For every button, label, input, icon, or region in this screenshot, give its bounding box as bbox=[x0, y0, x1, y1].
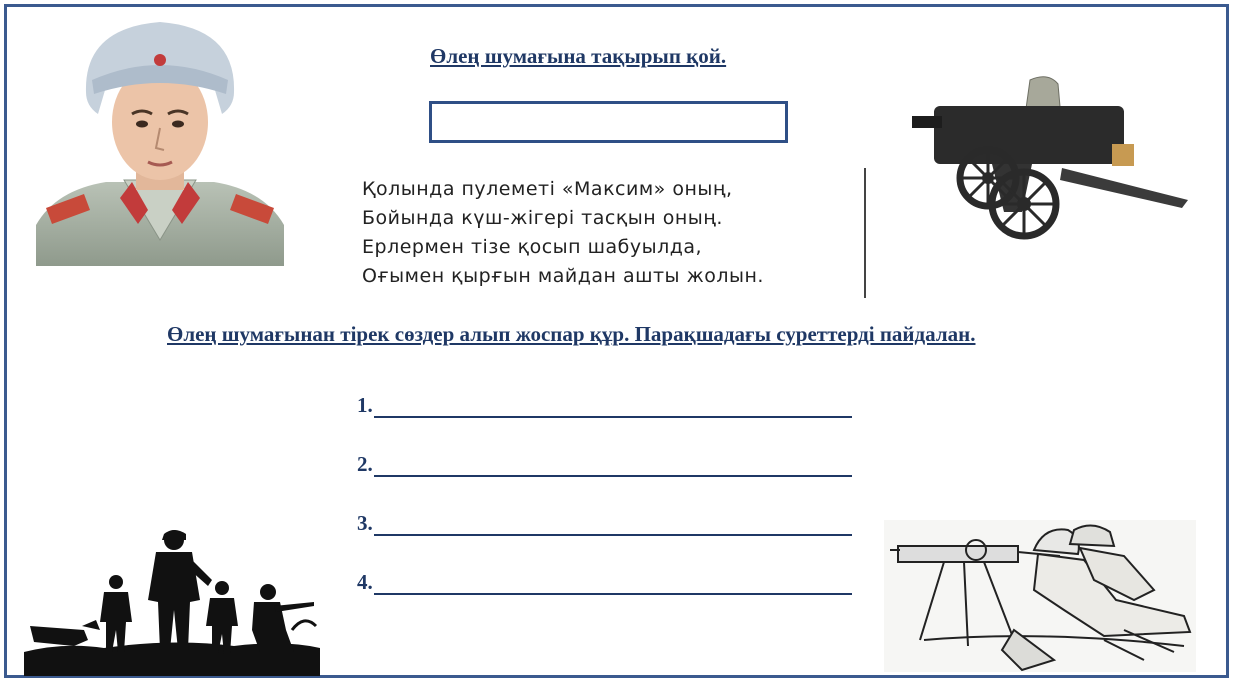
plan-item bbox=[357, 393, 852, 418]
plan-item-number: 3. bbox=[357, 511, 373, 535]
plan-item bbox=[357, 511, 852, 536]
poem-line: Оғымен қырғын майдан ашты жолын. bbox=[362, 265, 764, 287]
plan-item-number: 2. bbox=[357, 452, 373, 476]
soldier-portrait-icon bbox=[36, 10, 284, 266]
plan-item bbox=[357, 452, 852, 477]
plan-item bbox=[357, 570, 852, 595]
poem-stanza bbox=[362, 175, 764, 291]
plan-answer-line[interactable] bbox=[374, 573, 852, 595]
plan-answer-line[interactable] bbox=[374, 396, 852, 418]
poem-line: Бойында күш-жігері тасқын оның. bbox=[362, 207, 723, 229]
plan-answer-line[interactable] bbox=[374, 514, 852, 536]
heading-title-task: Өлең шумағына тақырып қой. bbox=[430, 44, 727, 68]
machine-gunners-sketch-icon bbox=[884, 520, 1196, 672]
heading-plan-task: Өлең шумағынан тірек сөздер алып жоспар құр. Парақшадағы суреттерді пайдалан. bbox=[167, 322, 976, 346]
poem-line: Қолында пулеметі «Максим» оның, bbox=[362, 178, 733, 200]
poem-divider bbox=[864, 168, 866, 298]
machine-gun-icon bbox=[912, 72, 1190, 242]
poem-line: Ерлермен тізе қосып шабуылда, bbox=[362, 236, 703, 258]
plan-item-number: 4. bbox=[357, 570, 373, 594]
title-answer-box[interactable] bbox=[429, 101, 788, 143]
plan-item-number: 1. bbox=[357, 393, 373, 417]
plan-answer-line[interactable] bbox=[374, 455, 852, 477]
soldiers-silhouette-icon bbox=[24, 530, 320, 676]
